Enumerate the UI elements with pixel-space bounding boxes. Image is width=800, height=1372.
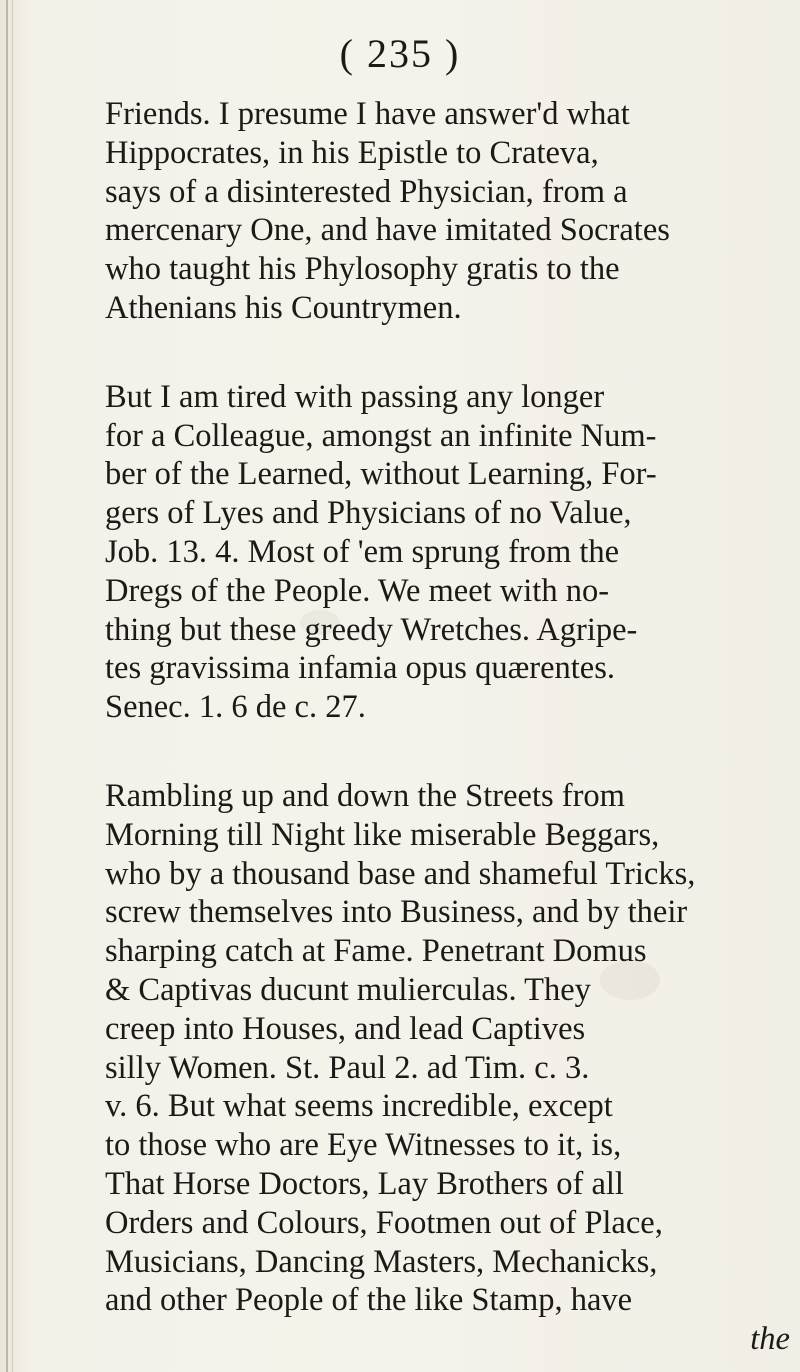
- text-line: for a Colleague, amongst an infinite Num-: [105, 417, 657, 454]
- text-line: Hippocrates, in his Epistle to Crateva,: [105, 134, 599, 171]
- text-line: ber of the Learned, without Learning, For-: [105, 456, 657, 493]
- text-line: tes gravissima infamia opus quærentes.: [105, 650, 615, 687]
- paragraph: [105, 378, 795, 727]
- catchword: the: [750, 1321, 790, 1358]
- text-line: screw themselves into Business, and by their: [105, 894, 688, 931]
- text-line: Orders and Colours, Footmen out of Place,: [105, 1204, 663, 1241]
- text-line: thing but these greedy Wretches. Agripe-: [105, 611, 638, 648]
- text-line: silly Women. St. Paul 2. ad Tim. c. 3.: [105, 1049, 590, 1086]
- text-line: to those who are Eye Witnesses to it, is,: [105, 1127, 622, 1164]
- text-line: mercenary One, and have imitated Socrates: [105, 212, 670, 249]
- text-line: & Captivas ducunt mulierculas. They: [105, 971, 591, 1008]
- text-line: Senec. 1. 6 de c. 27.: [105, 689, 366, 726]
- text-line: says of a disinterested Physician, from a: [105, 173, 628, 210]
- text-line: sharping catch at Fame. Penetrant Domus: [105, 933, 647, 970]
- text-line: who taught his Phylosophy gratis to the: [105, 251, 620, 288]
- page-gutter-shadow: [12, 0, 13, 1372]
- text-line: Job. 13. 4. Most of 'em sprung from the: [105, 533, 620, 570]
- text-line: creep into Houses, and lead Captives: [105, 1010, 586, 1047]
- text-line: Morning till Night like miserable Beggars,: [105, 816, 660, 853]
- page-number: ( 235 ): [339, 31, 461, 76]
- text-line: Musicians, Dancing Masters, Mechanicks,: [105, 1243, 658, 1280]
- page-gutter-edge: [6, 0, 8, 1372]
- paragraph: [105, 95, 795, 328]
- text-line: and other People of the like Stamp, have: [105, 1282, 633, 1319]
- text-line: Rambling up and down the Streets from: [105, 777, 625, 814]
- text-line: But I am tired with passing any longer: [105, 378, 605, 415]
- paragraph-gap: [105, 328, 795, 378]
- text-line: Friends. I presume I have answer'd what: [105, 96, 630, 132]
- paragraph: [105, 777, 795, 1320]
- text-line: v. 6. But what seems incredible, except: [105, 1088, 613, 1125]
- paragraph-gap: [105, 727, 795, 777]
- text-line: Dregs of the People. We meet with no-: [105, 572, 610, 609]
- text-line: who by a thousand base and shameful Tricks,: [105, 855, 696, 892]
- body-text: [105, 95, 795, 1359]
- text-line: That Horse Doctors, Lay Brothers of all: [105, 1165, 624, 1202]
- text-line: gers of Lyes and Physicians of no Value,: [105, 495, 632, 532]
- text-line: Athenians his Countrymen.: [105, 289, 462, 326]
